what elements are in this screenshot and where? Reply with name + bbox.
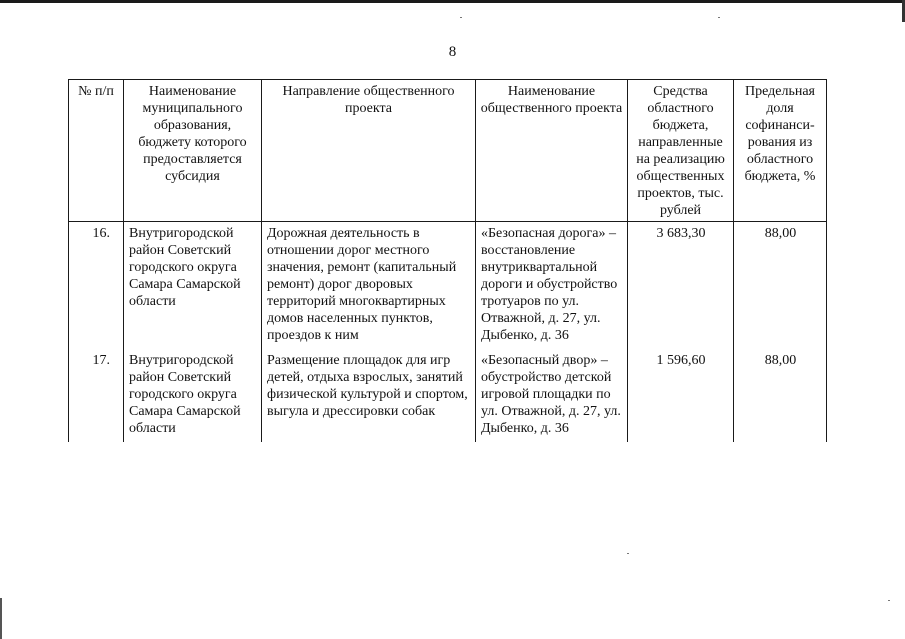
page-number: 8 [448, 44, 457, 60]
row-municipality: Внутригородской район Советский городского округа Самара Самарской области [124, 349, 262, 442]
scan-speck [460, 17, 462, 18]
row-funds: 1 596,60 [628, 349, 734, 442]
table-header-row [69, 80, 827, 222]
scan-speck [627, 553, 629, 554]
header-share: Предельная доля софинанси-рования из областного бюджета, % [734, 80, 827, 222]
header-funds: Средства областного бюджета, направленные на реализацию общественных проектов, тыс. рублей [628, 80, 734, 222]
row-direction: Размещение площадок для игр детей, отдыха взрослых, занятий физической культурой и спортом, выгула и дрессировки собак [262, 349, 476, 442]
row-project-name: «Безопасный двор» – обустройство детской игровой площадки по ул. Отважной, д. 27, ул. Дыбенко, д. 36 [476, 349, 628, 442]
scan-speck [888, 600, 890, 601]
header-direction: Направление общественного проекта [262, 80, 476, 222]
row-project-name: «Безопасная дорога» – восстановление внутриквартальной дороги и обустройство тротуаров по ул. Отважной, д. 27, ул. Дыбенко, д. 36 [476, 222, 628, 350]
table-row [69, 349, 827, 442]
header-municipality: Наименование муниципального образования, бюджету которого предоставляется субсидия [124, 80, 262, 222]
subsidy-table [68, 79, 827, 442]
scan-edge-left [0, 598, 2, 639]
row-number: 17. [69, 349, 124, 442]
header-project-name: Наименование общественного проекта [476, 80, 628, 222]
row-direction: Дорожная деятельность в отношении дорог местного значения, ремонт (капитальный ремонт) дорог дворовых территорий многоквартирных домов населенных пунктов, проездов к ним [262, 222, 476, 350]
row-municipality: Внутригородской район Советский городского округа Самара Самарской области [124, 222, 262, 350]
scan-edge-top [0, 0, 905, 3]
row-number: 16. [69, 222, 124, 350]
scan-speck [718, 17, 720, 18]
row-share: 88,00 [734, 222, 827, 350]
header-number: № п/п [69, 80, 124, 222]
row-funds: 3 683,30 [628, 222, 734, 350]
row-share: 88,00 [734, 349, 827, 442]
table-row [69, 222, 827, 350]
